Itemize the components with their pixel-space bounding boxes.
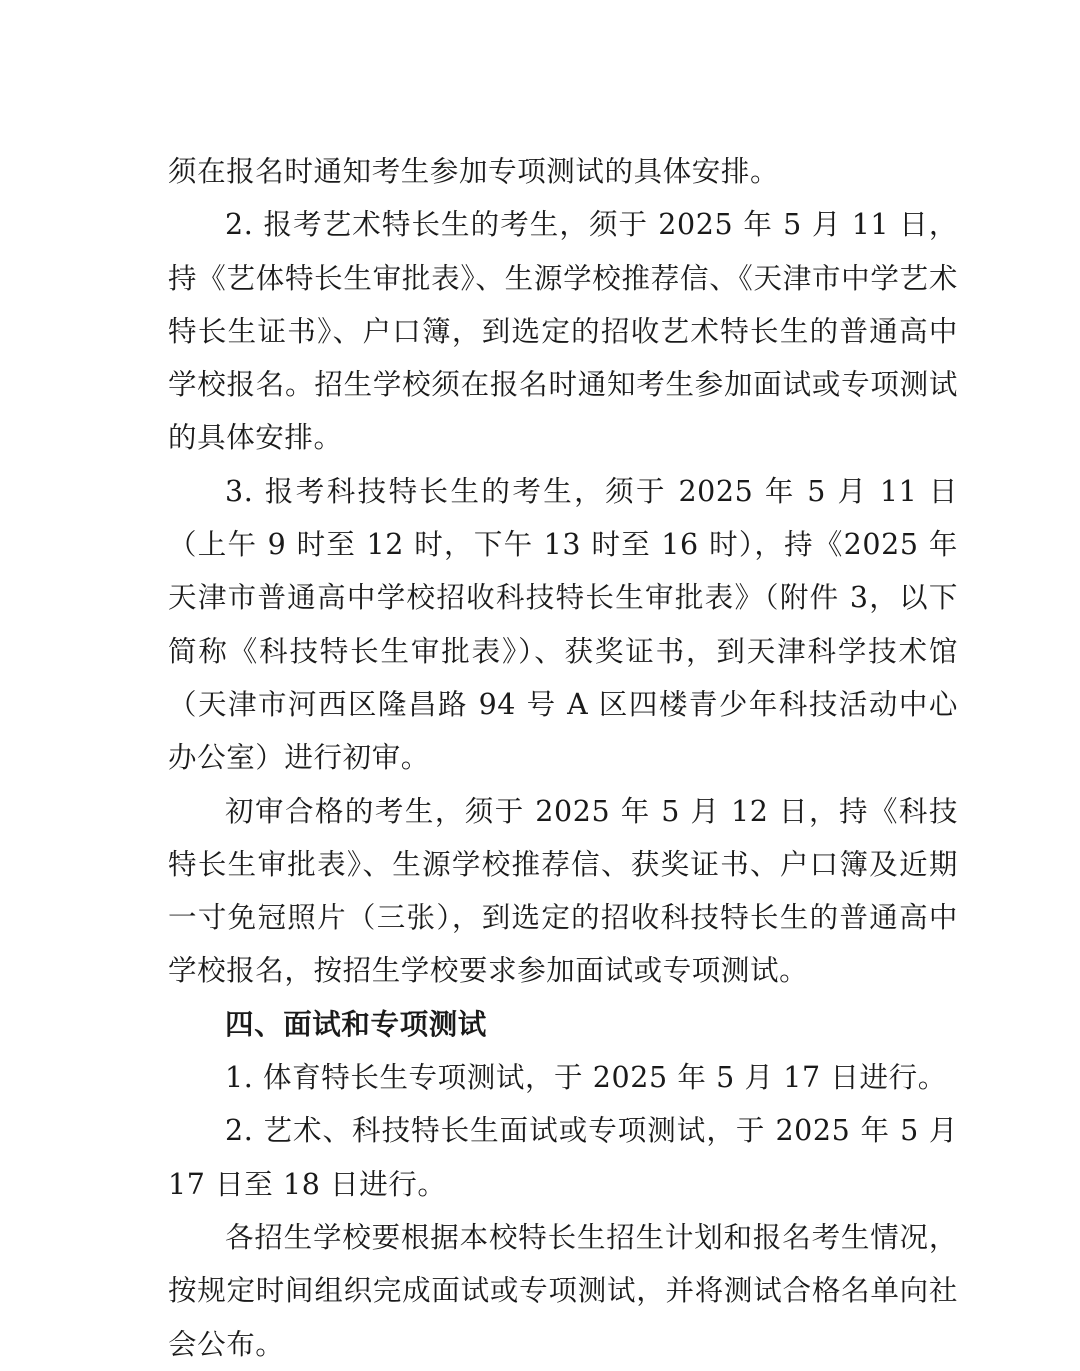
paragraph-tech-preliminary-review: 3. 报考科技特长生的考生，须于 2025 年 5 月 11 日（上午 9 时至 12 时，下午 13 时至 16 时），持《2025 年天津市普通高中学校招收科技特长生审批表》（附件 3，以下简称《科技特长生审批表》）、获奖证书，到天津科学技术馆（天津市河西区隆昌路 94 号 A 区四楼青少年科技活动中心办公室）进行初审。 xyxy=(168,474,958,775)
paragraph-school-requirements: 各招生学校要根据本校特长生招生计划和报名考生情况，按规定时间组织完成面试或专项测试，并将测试合格名单向社会公布。 xyxy=(168,1220,958,1361)
paragraph-art-registration: 2. 报考艺术特长生的考生，须于 2025 年 5 月 11 日，持《艺体特长生审批表》、生源学校推荐信、《天津市中学艺术特长生证书》、户口簿，到选定的招收艺术特长生的普通高中学校报名。招生学校须在报名时通知考生参加面试或专项测试的具体安排。 xyxy=(168,208,958,455)
section-heading-interview-tests: 四、面试和专项测试 xyxy=(225,1007,487,1041)
paragraph-tech-registration: 初审合格的考生，须于 2025 年 5 月 12 日，持《科技特长生审批表》、生源学校推荐信、获奖证书、户口簿及近期一寸免冠照片（三张），到选定的招收科技特长生的普通高中学校报名，按招生学校要求参加面试或专项测试。 xyxy=(168,794,958,988)
paragraph-art-tech-test-date: 2. 艺术、科技特长生面试或专项测试，于 2025 年 5 月 17 日至 18 日进行。 xyxy=(168,1114,958,1201)
paragraph-continuation: 须在报名时通知考生参加专项测试的具体安排。 xyxy=(168,155,780,188)
paragraph-sports-test-date: 1. 体育特长生专项测试，于 2025 年 5 月 17 日进行。 xyxy=(225,1061,947,1095)
document-body xyxy=(168,145,958,1371)
